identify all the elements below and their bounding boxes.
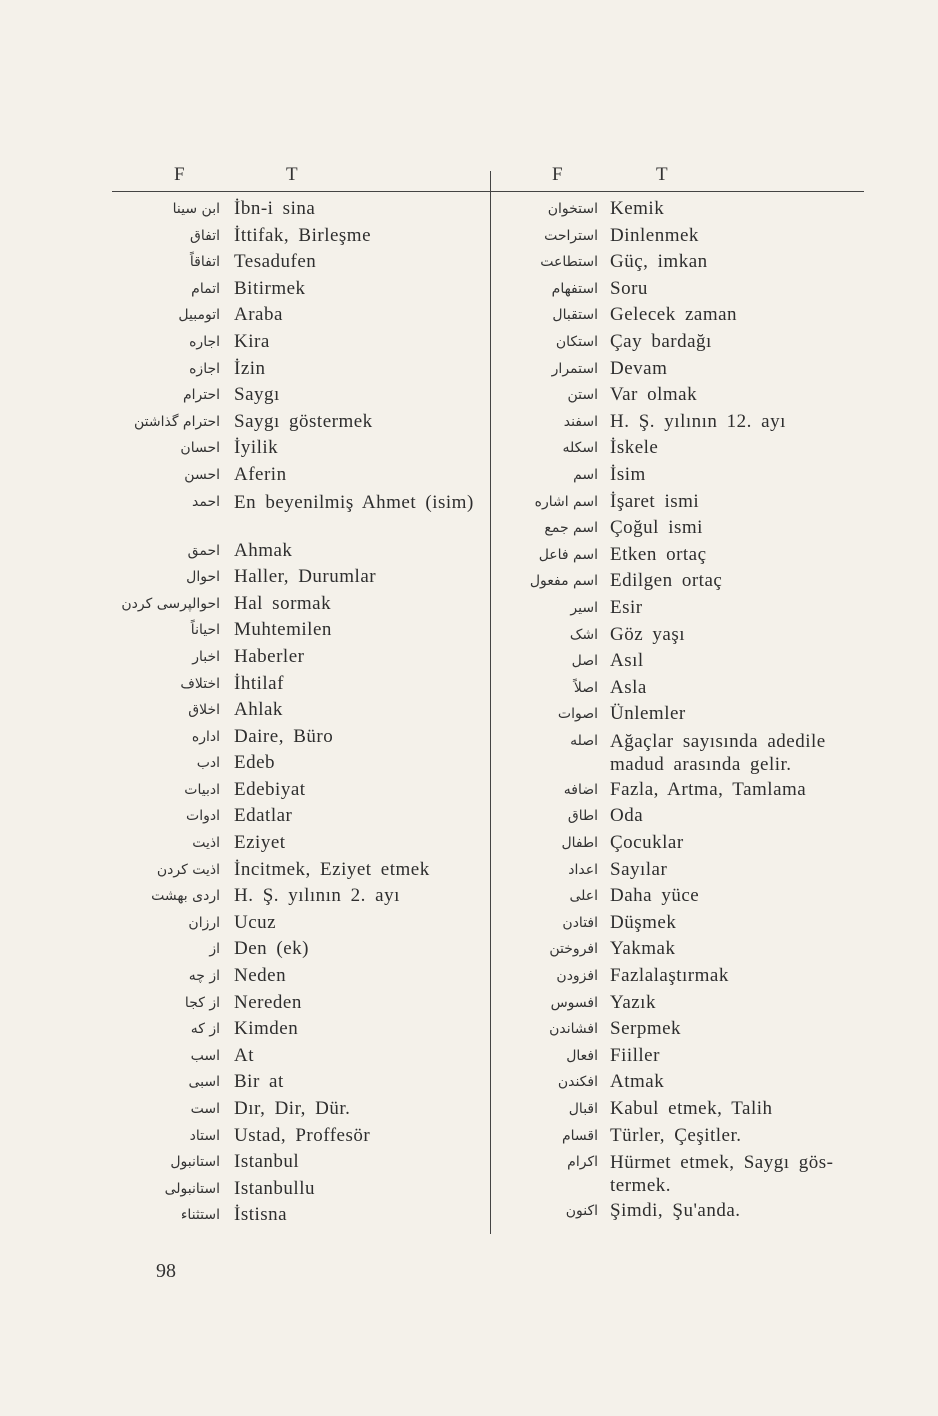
turkish-meaning: Göz yaşı <box>610 623 686 645</box>
turkish-meaning: Kira <box>234 330 270 352</box>
turkish-meaning: Devam <box>610 357 668 379</box>
turkish-meaning: Düşmek <box>610 911 677 933</box>
page-number: 98 <box>156 1260 176 1282</box>
turkish-meaning: Eziyet <box>234 832 286 854</box>
entry-row <box>494 568 864 595</box>
turkish-meaning: Neden <box>234 965 287 987</box>
persian-word: احترام <box>182 387 220 404</box>
turkish-meaning: Hal sormak <box>234 592 332 614</box>
entry-row <box>494 435 864 462</box>
entry-row <box>494 356 864 383</box>
persian-word: اداره <box>191 728 220 745</box>
entry-row <box>112 644 484 671</box>
turkish-meaning: Fazla, Artma, Tamlama <box>610 778 807 800</box>
turkish-meaning: İsim <box>610 463 646 485</box>
persian-word: اکنون <box>565 1203 598 1220</box>
header-right-t: T <box>656 164 668 185</box>
turkish-meaning: Istanbullu <box>234 1177 315 1199</box>
persian-word: اجازه <box>189 360 220 377</box>
turkish-meaning: Istanbul <box>234 1151 300 1173</box>
turkish-meaning: Asla <box>610 676 647 698</box>
persian-word: استقبال <box>552 307 598 324</box>
persian-word: افتادن <box>562 914 598 931</box>
turkish-meaning: İncitmek, Eziyet etmek <box>234 858 430 880</box>
persian-word: از که <box>190 1021 220 1038</box>
turkish-meaning: Ucuz <box>234 911 277 933</box>
turkish-meaning: Çocuklar <box>610 832 684 854</box>
turkish-meaning: Gelecek zaman <box>610 304 738 326</box>
turkish-meaning: Den (ek) <box>234 938 309 960</box>
turkish-meaning: Daha yüce <box>610 885 700 907</box>
turkish-meaning: Araba <box>234 304 283 326</box>
entry-row <box>112 830 484 857</box>
persian-word: اذیت کردن <box>156 861 220 878</box>
entry-row <box>112 1043 484 1070</box>
persian-word: احمد <box>192 493 220 510</box>
persian-word: اصله <box>570 732 598 749</box>
turkish-meaning: Asıl <box>610 650 644 672</box>
persian-word: افزودن <box>556 968 598 985</box>
persian-word: استانبولی <box>164 1180 220 1197</box>
persian-word: ادوات <box>186 808 220 825</box>
persian-word: استاد <box>189 1127 220 1144</box>
persian-word: احوال <box>186 569 220 586</box>
turkish-meaning: Ahmak <box>234 539 293 561</box>
entry-row <box>494 409 864 436</box>
turkish-meaning: Saygı <box>234 384 280 406</box>
entry-row <box>112 538 484 565</box>
entry-row <box>112 857 484 884</box>
persian-word: اشک <box>569 626 598 643</box>
entry-row <box>494 515 864 542</box>
entry-row <box>494 1198 864 1225</box>
persian-word: استمرار <box>551 360 598 377</box>
persian-word: احمق <box>187 542 220 559</box>
entry-row <box>494 595 864 622</box>
turkish-meaning: Kemik <box>610 198 665 219</box>
turkish-meaning: Esir <box>610 596 643 618</box>
turkish-meaning: Bir at <box>234 1071 284 1093</box>
turkish-meaning: Daire, Büro <box>234 725 334 747</box>
entry-row <box>494 963 864 990</box>
entry-row <box>494 1149 864 1198</box>
entry-row <box>112 1202 484 1229</box>
turkish-meaning: Serpmek <box>610 1018 682 1040</box>
turkish-meaning: Edebiyat <box>234 778 306 800</box>
entry-row <box>112 196 484 223</box>
persian-word: استن <box>567 387 598 404</box>
right-column <box>494 196 864 1225</box>
persian-word: احسان <box>180 440 220 457</box>
persian-word: احسن <box>184 466 220 483</box>
persian-word: اردی بهشت <box>151 888 220 905</box>
turkish-meaning: Saygı göstermek <box>234 410 373 432</box>
persian-word: اضافه <box>563 781 598 798</box>
entry-row <box>494 249 864 276</box>
turkish-meaning: H. Ş. yılının 12. ayı <box>610 410 786 432</box>
turkish-meaning: İbn-i sina <box>234 198 316 219</box>
persian-word: افکندن <box>557 1074 598 1091</box>
entry-row <box>112 910 484 937</box>
turkish-meaning: Şimdi, Şu'anda. <box>610 1200 741 1222</box>
persian-word: اتمام <box>191 280 220 297</box>
persian-word: اصل <box>571 653 598 670</box>
persian-word: اسم فاعل <box>538 546 598 563</box>
persian-word: افسوس <box>550 994 598 1011</box>
turkish-meaning: Muhtemilen <box>234 619 332 641</box>
entry-row <box>112 777 484 804</box>
turkish-meaning: Edeb <box>234 752 276 774</box>
entry-row <box>112 249 484 276</box>
persian-word: اسفند <box>563 413 598 430</box>
persian-word: اسم اشاره <box>534 493 598 510</box>
persian-word: است <box>190 1101 220 1117</box>
entry-row <box>494 196 864 223</box>
persian-word: اتفاق <box>190 227 220 244</box>
turkish-meaning: H. Ş. yılının 2. ayı <box>234 885 400 907</box>
turkish-meaning: Dinlenmek <box>610 224 699 246</box>
turkish-meaning: Oda <box>610 805 644 827</box>
turkish-meaning: En beyenilmiş Ahmet (isim) <box>234 491 474 513</box>
entry-row <box>494 382 864 409</box>
persian-word: اقسام <box>561 1127 598 1144</box>
header-left-f: F <box>174 164 185 185</box>
persian-word: استانبول <box>170 1154 220 1171</box>
entry-row <box>112 936 484 963</box>
turkish-meaning: İskele <box>610 437 659 459</box>
turkish-meaning: Bitirmek <box>234 277 306 299</box>
persian-word: افشاندن <box>549 1021 598 1038</box>
turkish-meaning: Aferin <box>234 463 287 485</box>
persian-word: اسب <box>190 1047 220 1064</box>
entry-row <box>494 1016 864 1043</box>
turkish-meaning: İşaret ismi <box>610 490 700 512</box>
entry-row <box>112 1176 484 1203</box>
turkish-meaning: Haller, Durumlar <box>234 566 377 588</box>
persian-word: اقبال <box>568 1101 598 1117</box>
persian-word: اصلاً <box>573 679 598 696</box>
persian-word: اخلاق <box>188 702 220 719</box>
turkish-meaning: Yazık <box>610 991 656 1013</box>
entry-row <box>494 542 864 569</box>
persian-word: استثناء <box>180 1207 220 1224</box>
entry-row <box>494 803 864 830</box>
persian-word: استفهام <box>551 280 598 297</box>
persian-word: احیاناً <box>190 622 220 639</box>
persian-word: اختلاف <box>180 675 220 692</box>
turkish-meaning: Türler, Çeşitler. <box>610 1124 742 1146</box>
persian-word: استراحت <box>544 227 598 244</box>
entry-row <box>494 329 864 356</box>
entry-row <box>112 1069 484 1096</box>
turkish-meaning: Ünlemler <box>610 703 686 725</box>
persian-word: اکرام <box>567 1154 598 1171</box>
turkish-meaning: Yakmak <box>610 938 676 960</box>
entry-row <box>112 329 484 356</box>
turkish-meaning: Soru <box>610 277 648 299</box>
persian-word: اسکله <box>562 440 598 457</box>
turkish-meaning: İyilik <box>234 437 279 459</box>
entry-row <box>494 910 864 937</box>
persian-word: اتفاقاً <box>189 254 220 271</box>
turkish-meaning: Güç, imkan <box>610 251 708 273</box>
persian-word: اطفال <box>561 835 598 852</box>
entry-row <box>494 777 864 804</box>
entry-row <box>112 671 484 698</box>
entry-row <box>494 675 864 702</box>
entry-row <box>112 963 484 990</box>
header-left-t: T <box>286 164 298 185</box>
persian-word: اجاره <box>189 333 220 350</box>
entry-row <box>494 857 864 884</box>
persian-word: اصوات <box>557 706 598 723</box>
persian-word: استخوان <box>547 201 598 217</box>
turkish-meaning: Atmak <box>610 1071 665 1093</box>
persian-word: احترام گذاشتن <box>133 413 220 430</box>
entry-row <box>112 1149 484 1176</box>
entry-row <box>112 990 484 1017</box>
turkish-meaning: Edilgen ortaç <box>610 570 723 592</box>
turkish-meaning: Hürmet etmek, Saygı gös-termek. <box>610 1152 834 1197</box>
entry-row <box>494 990 864 1017</box>
entry-row <box>112 1096 484 1123</box>
header-rule <box>112 191 864 192</box>
entry-row <box>112 435 484 462</box>
entry-row <box>494 648 864 675</box>
entry-row <box>112 1123 484 1150</box>
entry-row <box>494 936 864 963</box>
persian-word: از <box>209 941 220 958</box>
persian-word: افعال <box>566 1047 598 1064</box>
entry-row <box>494 1043 864 1070</box>
turkish-meaning: Edatlar <box>234 805 293 827</box>
entry-row <box>112 883 484 910</box>
entry-row <box>112 489 484 538</box>
entry-row <box>494 302 864 329</box>
entry-row <box>494 1069 864 1096</box>
entry-row <box>112 276 484 303</box>
persian-word: ادب <box>196 755 220 772</box>
turkish-meaning: Kimden <box>234 1018 299 1040</box>
entry-row <box>494 883 864 910</box>
persian-word: ارزان <box>188 914 220 931</box>
entry-row <box>494 223 864 250</box>
turkish-meaning: İhtilaf <box>234 672 284 694</box>
turkish-meaning: Nereden <box>234 991 302 1013</box>
entry-row <box>112 750 484 777</box>
turkish-meaning: Etken ortaç <box>610 543 707 565</box>
persian-word: استکان <box>555 333 598 350</box>
persian-word: اسبی <box>188 1074 220 1091</box>
turkish-meaning: Ağaçlar sayısında adedile madud arasında gelir. <box>610 730 826 775</box>
turkish-meaning: Kabul etmek, Talih <box>610 1098 773 1119</box>
turkish-meaning: Ahlak <box>234 699 283 721</box>
header-right-f: F <box>552 164 563 185</box>
left-column <box>112 196 484 1229</box>
persian-word: از چه <box>188 968 220 985</box>
entry-row <box>494 1096 864 1123</box>
entry-row <box>112 803 484 830</box>
entry-row <box>494 462 864 489</box>
entry-row <box>112 356 484 383</box>
entry-row <box>112 591 484 618</box>
entry-row <box>112 724 484 751</box>
entry-row <box>494 276 864 303</box>
column-divider <box>490 171 491 1234</box>
turkish-meaning: Çoğul ismi <box>610 517 703 539</box>
turkish-meaning: Sayılar <box>610 858 668 880</box>
entry-row <box>112 564 484 591</box>
entry-row <box>494 701 864 728</box>
persian-word: ابن سینا <box>172 201 220 217</box>
persian-word: احوالپرسی کردن <box>121 595 220 612</box>
persian-word: اخبار <box>192 648 220 665</box>
turkish-meaning: Dır, Dir, Dür. <box>234 1098 351 1119</box>
turkish-meaning: Çay bardağı <box>610 330 712 352</box>
persian-word: از کجا <box>184 994 220 1011</box>
persian-word: اتومبیل <box>178 307 220 324</box>
entry-row <box>112 302 484 329</box>
entry-row <box>112 617 484 644</box>
turkish-meaning: İzin <box>234 357 266 379</box>
persian-word: اسم <box>573 466 598 483</box>
entry-row <box>112 462 484 489</box>
turkish-meaning: Fiiller <box>610 1044 660 1066</box>
turkish-meaning: Ustad, Proffesör <box>234 1124 371 1146</box>
entry-row <box>112 697 484 724</box>
persian-word: اطاق <box>567 808 598 825</box>
persian-word: اسم مفعول <box>529 573 598 590</box>
turkish-meaning: Haberler <box>234 645 305 667</box>
entry-row <box>112 382 484 409</box>
entry-row <box>494 489 864 516</box>
persian-word: اعداد <box>568 861 598 878</box>
entry-row <box>112 223 484 250</box>
entry-row <box>494 622 864 649</box>
turkish-meaning: Var olmak <box>610 384 698 406</box>
entry-row <box>494 728 864 777</box>
entry-row <box>112 1016 484 1043</box>
persian-word: اسیر <box>570 599 598 616</box>
entry-row <box>112 409 484 436</box>
entry-row <box>494 830 864 857</box>
persian-word: اذیت <box>192 835 220 852</box>
turkish-meaning: Tesadufen <box>234 251 317 273</box>
turkish-meaning: İttifak, Birleşme <box>234 224 372 246</box>
turkish-meaning: At <box>234 1044 254 1066</box>
persian-word: استطاعت <box>540 254 598 271</box>
persian-word: اسم جمع <box>544 520 598 537</box>
persian-word: افروختن <box>549 941 598 958</box>
persian-word: اعلی <box>569 888 598 905</box>
turkish-meaning: İstisna <box>234 1204 288 1226</box>
entry-row <box>494 1123 864 1150</box>
persian-word: ادبیات <box>184 781 220 798</box>
turkish-meaning: Fazlalaştırmak <box>610 965 729 987</box>
